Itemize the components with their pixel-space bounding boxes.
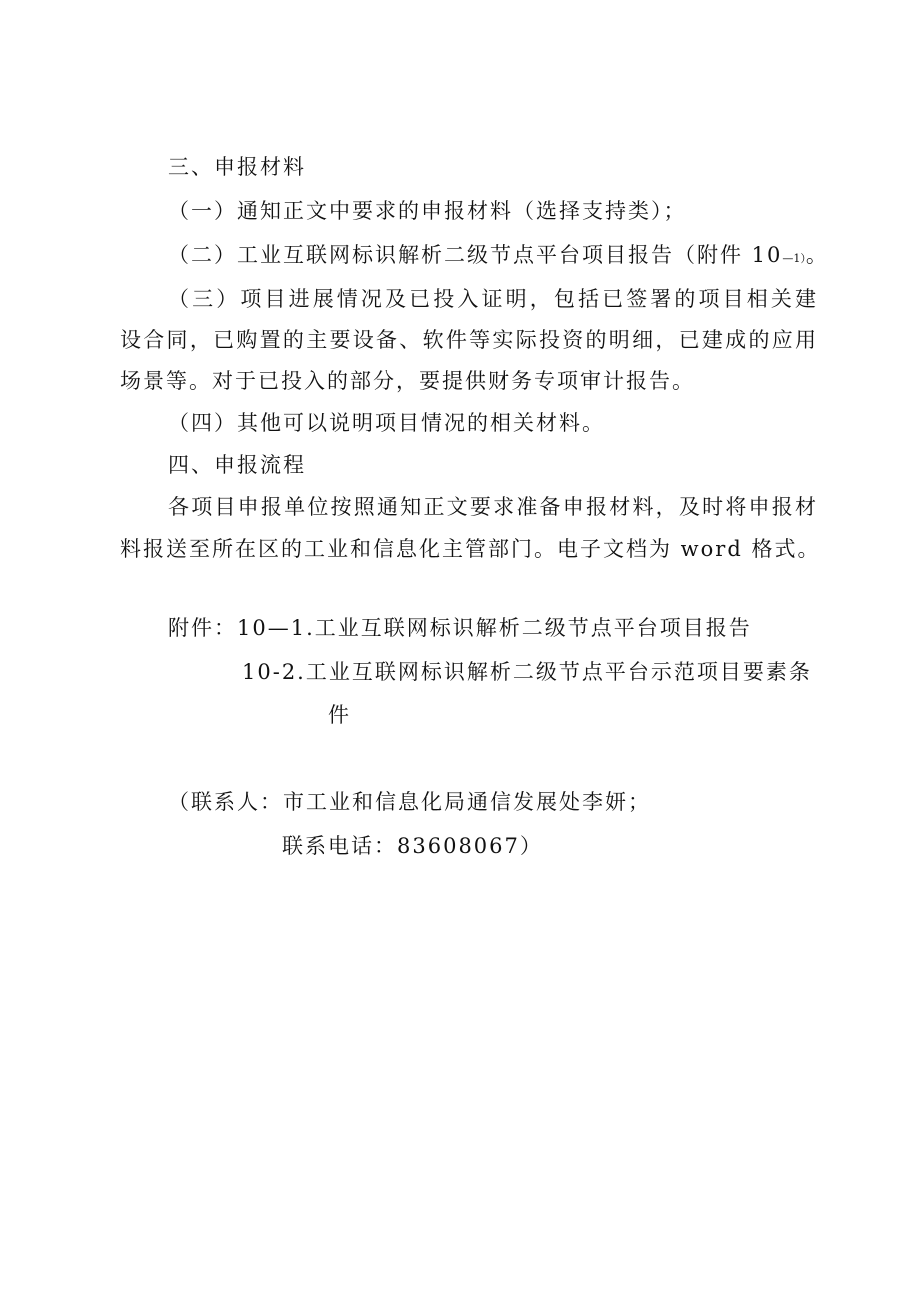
item-2-small-text: —1） [782,252,806,265]
attachments-label: 附件： [168,616,237,640]
section-4-para-line-2: 料报送至所在区的工业和信息化主管部门。电子文档为 word 格式。 [120,537,821,561]
attachment-2-line-2: 件 [328,703,351,727]
section-3-item-3-line-3: 场景等。对于已投入的部分，要提供财务专项审计报告。 [120,369,695,393]
attachment-2-line-1: 10-2.工业互联网标识解析二级节点平台示范项目要素条 [242,660,812,684]
attachment-1 [168,613,752,643]
section-4-para-line-1: 各项目申报单位按照通知正文要求准备申报材料，及时将申报材 [168,495,816,519]
section-3-item-4: （四）其他可以说明项目情况的相关材料。 [168,411,605,435]
item-2-end: 。 [805,243,829,267]
section-3-item-1: （一）通知正文中要求的申报材料（选择支持类）； [168,199,687,223]
section-3-item-2 [168,240,829,274]
attachment-1-title: 10—1.工业互联网标识解析二级节点平台项目报告 [237,616,752,640]
contact-line-2: 联系电话：83608067） [282,834,543,858]
section-3-item-3-line-2: 设合同，已购置的主要设备、软件等实际投资的明细，已建成的应用 [120,328,816,352]
section-4-heading: 四、申报流程 [168,453,306,477]
section-3-item-3-line-1: （三）项目进展情况及已投入证明，包括已签署的项目相关建 [168,287,816,311]
contact-line-1: （联系人：市工业和信息化局通信发展处李妍； [168,790,651,814]
section-3-heading: 三、申报材料 [168,155,306,179]
item-2-text: （二）工业互联网标识解析二级节点平台项目报告（附件 10 [168,243,783,267]
